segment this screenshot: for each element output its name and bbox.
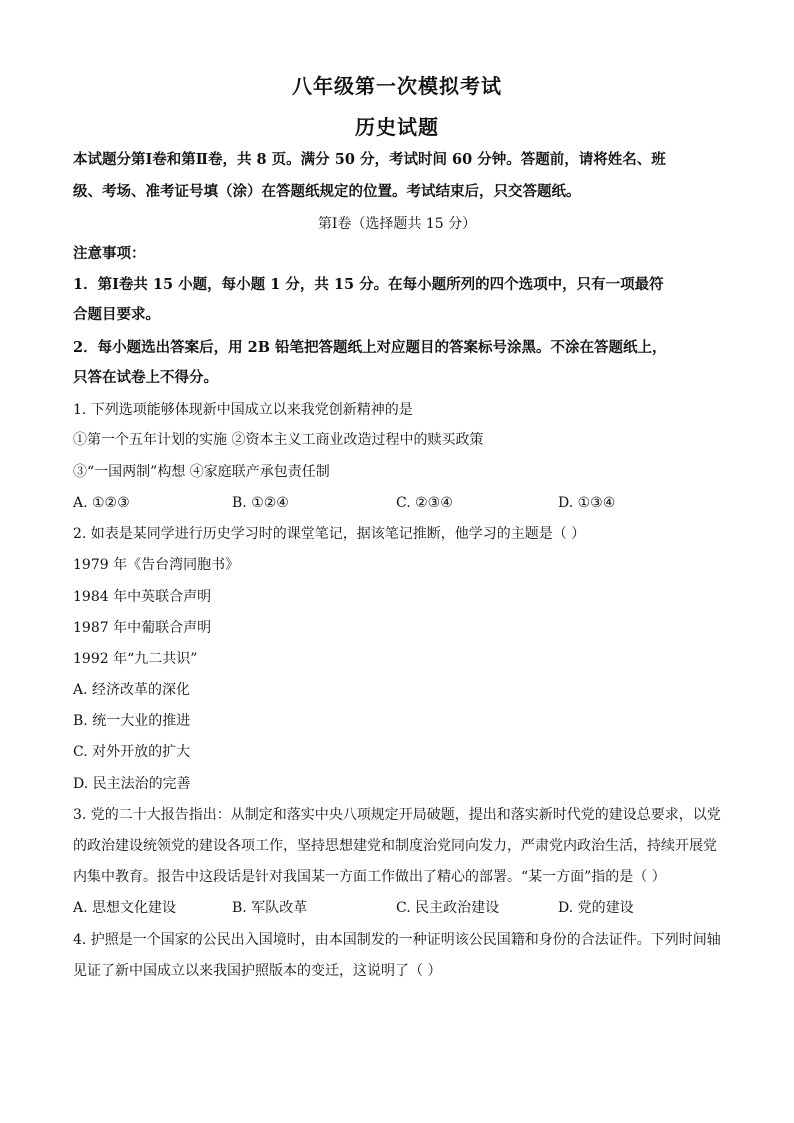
q3-line-3: 内集中教育。报告中这段话是针对我国某一方面工作做出了精心的部署。“某一方面”指的是（ ） (73, 869, 666, 885)
q2-note-4: 1992 年“九二共识” (73, 651, 198, 667)
q1-option-d: D. ①③④ (558, 495, 616, 511)
q2-note-1: 1979 年《告台湾同胞书》 (73, 557, 240, 573)
section-title: 第Ⅰ卷（选择题共 15 分） (317, 216, 477, 232)
q3-line-2: 的政治建设统领党的建设各项工作，坚持思想建党和制度治党同向发力，严肃党内政治生活，持续开展党 (73, 838, 717, 854)
intro-line-2: 级、考场、准考证号填（涂）在答题纸规定的位置。考试结束后，只交答题纸。 (73, 183, 581, 200)
q1-statement-line-1: ①第一个五年计划的实施 ②资本主义工商业改造过程中的赎买政策 (73, 432, 484, 448)
q2-option-a: A. 经济改革的深化 (73, 682, 191, 698)
q1-option-a: A. ①②③ (73, 495, 130, 511)
notes-heading: 注意事项： (73, 245, 146, 262)
q1-option-b: B. ①②④ (232, 495, 289, 511)
q1-statement-line-2: ③“一国两制”构想 ④家庭联产承包责任制 (73, 464, 330, 480)
q1-option-c: C. ②③④ (396, 495, 453, 511)
q3-line-1: 3. 党的二十大报告指出：从制定和落实中央八项规定开局破题，提出和落实新时代党的建设总要求，以党 (73, 807, 721, 823)
q2-stem: 2. 如表是某同学进行历史学习时的课堂笔记，据该笔记推断，他学习的主题是（ ） (73, 526, 586, 542)
subject-title: 历史试题 (355, 115, 439, 139)
q2-note-3: 1987 年中葡联合声明 (73, 620, 212, 636)
q4-line-1: 4. 护照是一个国家的公民出入国境时，由本国制发的一种证明该公民国籍和身份的合法证件。下列时间轴 (73, 932, 721, 948)
q2-option-c: C. 对外开放的扩大 (73, 744, 191, 760)
note-2-line-2: 只答在试卷上不得分。 (73, 369, 218, 386)
q2-note-2: 1984 年中英联合声明 (73, 589, 212, 605)
intro-line-1: 本试题分第Ⅰ卷和第Ⅱ卷，共 8 页。满分 50 分，考试时间 60 分钟。答题前，请将姓名、班 (73, 151, 666, 168)
q3-option-d: D. 党的建设 (558, 900, 634, 916)
note-2-line-1: 2．每小题选出答案后，用 2B 铅笔把答题纸上对应题目的答案标号涂黑。不涂在答题纸上， (73, 339, 667, 356)
note-1-line-1: 1．第Ⅰ卷共 15 小题，每小题 1 分，共 15 分。在每小题所列的四个选项中，只有一项最符 (73, 276, 664, 293)
q2-option-b: B. 统一大业的推进 (73, 713, 191, 729)
q3-option-a: A. 思想文化建设 (73, 900, 177, 916)
q2-option-d: D. 民主法治的完善 (73, 776, 191, 792)
q3-option-c: C. 民主政治建设 (396, 900, 500, 916)
q3-option-b: B. 军队改革 (232, 900, 308, 916)
note-1-line-2: 合题目要求。 (73, 306, 160, 323)
q1-stem: 1. 下列选项能够体现新中国成立以来我党创新精神的是 (73, 402, 413, 418)
exam-title: 八年级第一次模拟考试 (292, 74, 502, 98)
q4-line-2: 见证了新中国成立以来我国护照版本的变迁，这说明了（ ） (73, 963, 442, 979)
